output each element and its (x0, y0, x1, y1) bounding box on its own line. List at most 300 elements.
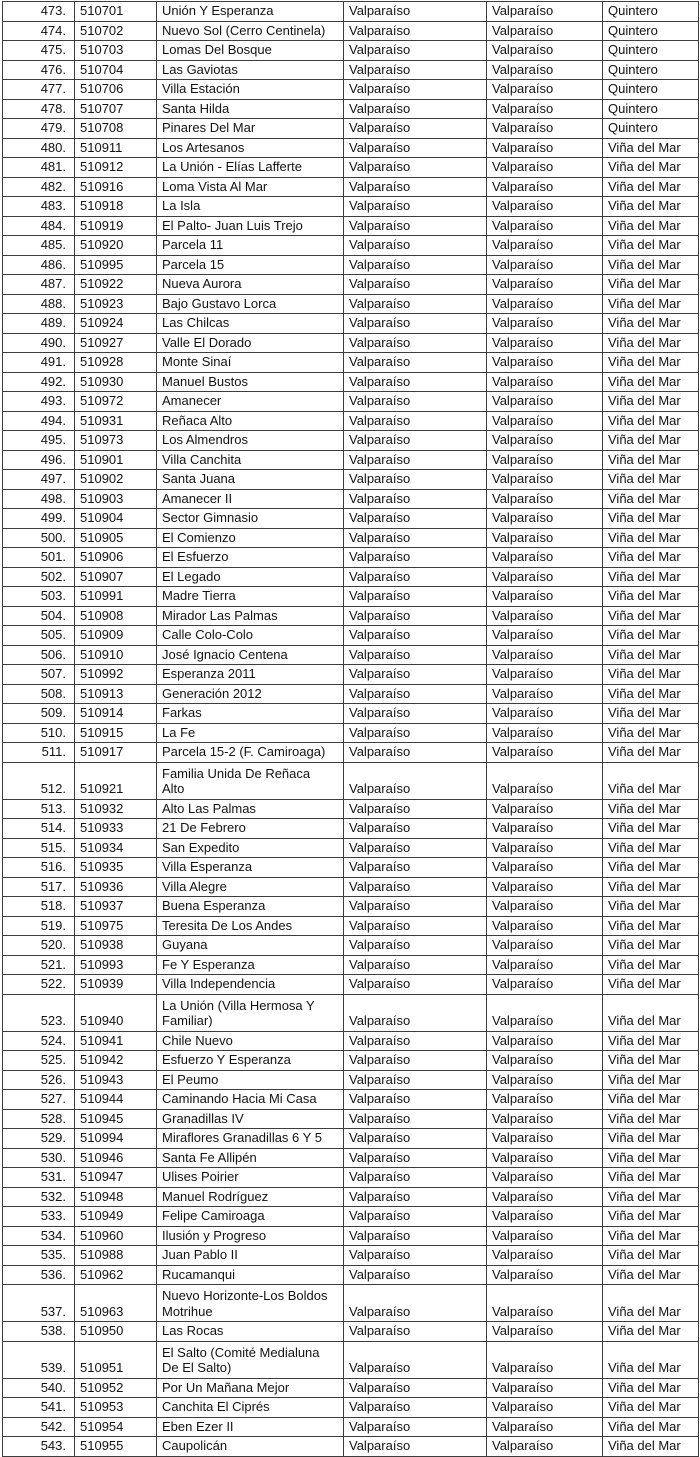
cell-province: Valparaíso (487, 665, 603, 685)
cell-province: Valparaíso (487, 41, 603, 61)
organizations-table (2, 1, 699, 1457)
cell-commune: Viña del Mar (603, 255, 699, 275)
cell-province: Valparaíso (487, 916, 603, 936)
table-row (3, 236, 699, 256)
table-row (3, 216, 699, 236)
cell-organization-name: Granadillas IV (157, 1109, 344, 1129)
cell-organization-name: Nuevo Horizonte-Los Boldos Motrihue (157, 1285, 344, 1322)
cell-code: 510993 (75, 955, 157, 975)
cell-commune: Viña del Mar (603, 1129, 699, 1149)
cell-row-number: 497. (3, 470, 75, 490)
cell-commune: Viña del Mar (603, 158, 699, 178)
cell-row-number: 490. (3, 333, 75, 353)
cell-region: Valparaíso (344, 936, 487, 956)
cell-region: Valparaíso (344, 799, 487, 819)
cell-region: Valparaíso (344, 138, 487, 158)
cell-region: Valparaíso (344, 1398, 487, 1418)
cell-region: Valparaíso (344, 275, 487, 295)
cell-province: Valparaíso (487, 411, 603, 431)
cell-province: Valparaíso (487, 743, 603, 763)
cell-row-number: 541. (3, 1398, 75, 1418)
cell-row-number: 498. (3, 489, 75, 509)
table-row (3, 684, 699, 704)
cell-commune: Viña del Mar (603, 275, 699, 295)
cell-province: Valparaíso (487, 548, 603, 568)
cell-organization-name: Reñaca Alto (157, 411, 344, 431)
cell-province: Valparaíso (487, 838, 603, 858)
cell-code: 510902 (75, 470, 157, 490)
cell-province: Valparaíso (487, 314, 603, 334)
cell-region: Valparaíso (344, 392, 487, 412)
cell-region: Valparaíso (344, 1090, 487, 1110)
cell-region: Valparaíso (344, 1265, 487, 1285)
cell-region: Valparaíso (344, 1226, 487, 1246)
cell-code: 510708 (75, 119, 157, 139)
cell-commune: Quintero (603, 41, 699, 61)
cell-commune: Viña del Mar (603, 353, 699, 373)
cell-row-number: 487. (3, 275, 75, 295)
cell-province: Valparaíso (487, 216, 603, 236)
cell-commune: Viña del Mar (603, 799, 699, 819)
cell-region: Valparaíso (344, 372, 487, 392)
cell-code: 510914 (75, 704, 157, 724)
cell-region: Valparaíso (344, 723, 487, 743)
cell-region: Valparaíso (344, 916, 487, 936)
cell-organization-name: José Ignacio Centena (157, 645, 344, 665)
cell-organization-name: Las Rocas (157, 1322, 344, 1342)
cell-organization-name: Mirador Las Palmas (157, 606, 344, 626)
cell-organization-name: Madre Tierra (157, 587, 344, 607)
cell-organization-name: Santa Hilda (157, 99, 344, 119)
table-row (3, 645, 699, 665)
cell-province: Valparaíso (487, 1109, 603, 1129)
cell-commune: Viña del Mar (603, 975, 699, 995)
cell-region: Valparaíso (344, 1341, 487, 1378)
cell-organization-name: La Unión (Villa Hermosa Y Familiar) (157, 994, 344, 1031)
cell-organization-name: Ulises Poirier (157, 1168, 344, 1188)
cell-organization-name: Sector Gimnasio (157, 509, 344, 529)
cell-region: Valparaíso (344, 1051, 487, 1071)
cell-commune: Viña del Mar (603, 567, 699, 587)
cell-organization-name: Villa Estación (157, 80, 344, 100)
cell-code: 510928 (75, 353, 157, 373)
table-row (3, 80, 699, 100)
cell-row-number: 508. (3, 684, 75, 704)
cell-region: Valparaíso (344, 60, 487, 80)
table-body (3, 2, 699, 1457)
table-row (3, 1168, 699, 1188)
cell-province: Valparaíso (487, 275, 603, 295)
table-row (3, 1051, 699, 1071)
cell-region: Valparaíso (344, 1148, 487, 1168)
cell-row-number: 507. (3, 665, 75, 685)
cell-commune: Viña del Mar (603, 762, 699, 799)
cell-region: Valparaíso (344, 567, 487, 587)
cell-region: Valparaíso (344, 877, 487, 897)
cell-organization-name: Familia Unida De Reñaca Alto (157, 762, 344, 799)
cell-row-number: 515. (3, 838, 75, 858)
cell-province: Valparaíso (487, 353, 603, 373)
table-row (3, 158, 699, 178)
cell-row-number: 527. (3, 1090, 75, 1110)
cell-code: 510960 (75, 1226, 157, 1246)
cell-province: Valparaíso (487, 645, 603, 665)
cell-province: Valparaíso (487, 99, 603, 119)
table-row (3, 21, 699, 41)
cell-code: 510948 (75, 1187, 157, 1207)
cell-row-number: 512. (3, 762, 75, 799)
cell-organization-name: Alto Las Palmas (157, 799, 344, 819)
cell-organization-name: Calle Colo-Colo (157, 626, 344, 646)
cell-code: 510936 (75, 877, 157, 897)
table-row (3, 353, 699, 373)
cell-commune: Viña del Mar (603, 1187, 699, 1207)
cell-region: Valparaíso (344, 411, 487, 431)
cell-row-number: 536. (3, 1265, 75, 1285)
table-row (3, 1090, 699, 1110)
table-row (3, 1187, 699, 1207)
cell-organization-name: Caupolicán (157, 1437, 344, 1457)
cell-region: Valparaíso (344, 255, 487, 275)
cell-commune: Viña del Mar (603, 1090, 699, 1110)
cell-code: 510922 (75, 275, 157, 295)
cell-organization-name: 21 De Febrero (157, 819, 344, 839)
cell-code: 510992 (75, 665, 157, 685)
cell-region: Valparaíso (344, 41, 487, 61)
cell-organization-name: Unión Y Esperanza (157, 2, 344, 22)
cell-province: Valparaíso (487, 2, 603, 22)
cell-region: Valparaíso (344, 177, 487, 197)
cell-organization-name: Manuel Rodríguez (157, 1187, 344, 1207)
cell-row-number: 480. (3, 138, 75, 158)
table-row (3, 119, 699, 139)
cell-province: Valparaíso (487, 1378, 603, 1398)
cell-commune: Viña del Mar (603, 743, 699, 763)
cell-province: Valparaíso (487, 994, 603, 1031)
cell-commune: Viña del Mar (603, 1226, 699, 1246)
cell-province: Valparaíso (487, 762, 603, 799)
cell-commune: Viña del Mar (603, 528, 699, 548)
cell-province: Valparaíso (487, 1148, 603, 1168)
cell-province: Valparaíso (487, 626, 603, 646)
cell-organization-name: Miraflores Granadillas 6 Y 5 (157, 1129, 344, 1149)
table-row (3, 275, 699, 295)
cell-region: Valparaíso (344, 236, 487, 256)
cell-province: Valparaíso (487, 60, 603, 80)
cell-organization-name: La Fe (157, 723, 344, 743)
cell-region: Valparaíso (344, 450, 487, 470)
cell-organization-name: La Isla (157, 197, 344, 217)
cell-code: 510931 (75, 411, 157, 431)
cell-province: Valparaíso (487, 936, 603, 956)
table-row (3, 1285, 699, 1322)
cell-organization-name: Villa Alegre (157, 877, 344, 897)
cell-province: Valparaíso (487, 606, 603, 626)
cell-organization-name: Monte Sinaí (157, 353, 344, 373)
cell-region: Valparaíso (344, 431, 487, 451)
table-row (3, 626, 699, 646)
cell-region: Valparaíso (344, 489, 487, 509)
cell-province: Valparaíso (487, 897, 603, 917)
cell-organization-name: Rucamanqui (157, 1265, 344, 1285)
cell-code: 510944 (75, 1090, 157, 1110)
cell-row-number: 474. (3, 21, 75, 41)
cell-row-number: 537. (3, 1285, 75, 1322)
cell-commune: Viña del Mar (603, 1148, 699, 1168)
cell-organization-name: Esfuerzo Y Esperanza (157, 1051, 344, 1071)
cell-row-number: 523. (3, 994, 75, 1031)
cell-row-number: 484. (3, 216, 75, 236)
cell-row-number: 482. (3, 177, 75, 197)
cell-region: Valparaíso (344, 994, 487, 1031)
cell-row-number: 535. (3, 1246, 75, 1266)
cell-commune: Viña del Mar (603, 1341, 699, 1378)
cell-row-number: 476. (3, 60, 75, 80)
cell-region: Valparaíso (344, 1378, 487, 1398)
cell-province: Valparaíso (487, 1168, 603, 1188)
cell-organization-name: Bajo Gustavo Lorca (157, 294, 344, 314)
cell-province: Valparaíso (487, 1437, 603, 1457)
cell-row-number: 526. (3, 1070, 75, 1090)
cell-code: 510951 (75, 1341, 157, 1378)
table-row (3, 1148, 699, 1168)
cell-region: Valparaíso (344, 955, 487, 975)
table-row (3, 799, 699, 819)
cell-row-number: 522. (3, 975, 75, 995)
cell-row-number: 478. (3, 99, 75, 119)
cell-region: Valparaíso (344, 1322, 487, 1342)
cell-commune: Viña del Mar (603, 177, 699, 197)
table-row (3, 509, 699, 529)
table-row (3, 897, 699, 917)
cell-code: 510973 (75, 431, 157, 451)
table-row (3, 528, 699, 548)
cell-province: Valparaíso (487, 138, 603, 158)
cell-organization-name: Santa Fe Allipén (157, 1148, 344, 1168)
cell-region: Valparaíso (344, 216, 487, 236)
cell-province: Valparaíso (487, 567, 603, 587)
cell-organization-name: Valle El Dorado (157, 333, 344, 353)
table-row (3, 1341, 699, 1378)
cell-commune: Viña del Mar (603, 314, 699, 334)
cell-row-number: 492. (3, 372, 75, 392)
cell-region: Valparaíso (344, 1437, 487, 1457)
cell-region: Valparaíso (344, 314, 487, 334)
cell-commune: Viña del Mar (603, 1207, 699, 1227)
cell-organization-name: Esperanza 2011 (157, 665, 344, 685)
table-row (3, 314, 699, 334)
cell-row-number: 489. (3, 314, 75, 334)
cell-province: Valparaíso (487, 1265, 603, 1285)
cell-region: Valparaíso (344, 897, 487, 917)
cell-row-number: 518. (3, 897, 75, 917)
cell-code: 510923 (75, 294, 157, 314)
cell-code: 510906 (75, 548, 157, 568)
cell-province: Valparaíso (487, 1246, 603, 1266)
cell-province: Valparaíso (487, 294, 603, 314)
cell-commune: Viña del Mar (603, 645, 699, 665)
cell-region: Valparaíso (344, 470, 487, 490)
cell-code: 510927 (75, 333, 157, 353)
cell-commune: Quintero (603, 2, 699, 22)
table-row (3, 1322, 699, 1342)
cell-row-number: 516. (3, 858, 75, 878)
cell-province: Valparaíso (487, 80, 603, 100)
cell-code: 510952 (75, 1378, 157, 1398)
cell-code: 510945 (75, 1109, 157, 1129)
cell-province: Valparaíso (487, 1090, 603, 1110)
cell-commune: Viña del Mar (603, 606, 699, 626)
cell-code: 510702 (75, 21, 157, 41)
cell-row-number: 517. (3, 877, 75, 897)
table-row (3, 548, 699, 568)
cell-province: Valparaíso (487, 1322, 603, 1342)
cell-organization-name: Amanecer (157, 392, 344, 412)
cell-code: 510991 (75, 587, 157, 607)
cell-province: Valparaíso (487, 1285, 603, 1322)
cell-row-number: 503. (3, 587, 75, 607)
cell-province: Valparaíso (487, 587, 603, 607)
cell-region: Valparaíso (344, 21, 487, 41)
table-row (3, 1246, 699, 1266)
cell-row-number: 532. (3, 1187, 75, 1207)
cell-region: Valparaíso (344, 197, 487, 217)
cell-commune: Viña del Mar (603, 897, 699, 917)
cell-region: Valparaíso (344, 1417, 487, 1437)
cell-code: 510994 (75, 1129, 157, 1149)
cell-commune: Viña del Mar (603, 392, 699, 412)
table-row (3, 858, 699, 878)
cell-province: Valparaíso (487, 255, 603, 275)
cell-commune: Viña del Mar (603, 1322, 699, 1342)
cell-organization-name: Por Un Mañana Mejor (157, 1378, 344, 1398)
cell-row-number: 529. (3, 1129, 75, 1149)
cell-organization-name: Eben Ezer II (157, 1417, 344, 1437)
cell-commune: Quintero (603, 99, 699, 119)
cell-code: 510940 (75, 994, 157, 1031)
table-row (3, 372, 699, 392)
cell-province: Valparaíso (487, 333, 603, 353)
cell-province: Valparaíso (487, 372, 603, 392)
cell-row-number: 483. (3, 197, 75, 217)
cell-organization-name: Ilusión y Progreso (157, 1226, 344, 1246)
table-row (3, 665, 699, 685)
cell-code: 510701 (75, 2, 157, 22)
table-row (3, 1437, 699, 1457)
table-row (3, 197, 699, 217)
cell-province: Valparaíso (487, 236, 603, 256)
cell-region: Valparaíso (344, 838, 487, 858)
cell-organization-name: Felipe Camiroaga (157, 1207, 344, 1227)
cell-code: 510933 (75, 819, 157, 839)
table-row (3, 1378, 699, 1398)
cell-commune: Viña del Mar (603, 450, 699, 470)
cell-code: 510910 (75, 645, 157, 665)
cell-row-number: 488. (3, 294, 75, 314)
cell-organization-name: Nuevo Sol (Cerro Centinela) (157, 21, 344, 41)
cell-code: 510706 (75, 80, 157, 100)
cell-commune: Viña del Mar (603, 723, 699, 743)
cell-code: 510942 (75, 1051, 157, 1071)
cell-code: 510943 (75, 1070, 157, 1090)
table-row (3, 450, 699, 470)
cell-region: Valparaíso (344, 294, 487, 314)
cell-region: Valparaíso (344, 704, 487, 724)
cell-row-number: 495. (3, 431, 75, 451)
cell-row-number: 533. (3, 1207, 75, 1227)
cell-region: Valparaíso (344, 1187, 487, 1207)
cell-province: Valparaíso (487, 177, 603, 197)
cell-organization-name: Buena Esperanza (157, 897, 344, 917)
table-row (3, 177, 699, 197)
cell-province: Valparaíso (487, 1051, 603, 1071)
table-row (3, 877, 699, 897)
cell-code: 510912 (75, 158, 157, 178)
cell-commune: Viña del Mar (603, 470, 699, 490)
cell-region: Valparaíso (344, 1031, 487, 1051)
cell-row-number: 493. (3, 392, 75, 412)
cell-region: Valparaíso (344, 333, 487, 353)
cell-organization-name: El Peumo (157, 1070, 344, 1090)
cell-row-number: 540. (3, 1378, 75, 1398)
cell-code: 510949 (75, 1207, 157, 1227)
cell-code: 510972 (75, 392, 157, 412)
cell-row-number: 539. (3, 1341, 75, 1378)
table-row (3, 916, 699, 936)
cell-code: 510938 (75, 936, 157, 956)
cell-code: 510911 (75, 138, 157, 158)
cell-code: 510941 (75, 1031, 157, 1051)
cell-region: Valparaíso (344, 1109, 487, 1129)
cell-province: Valparaíso (487, 704, 603, 724)
cell-region: Valparaíso (344, 684, 487, 704)
cell-commune: Viña del Mar (603, 916, 699, 936)
cell-commune: Viña del Mar (603, 1168, 699, 1188)
cell-organization-name: Pinares Del Mar (157, 119, 344, 139)
cell-commune: Viña del Mar (603, 372, 699, 392)
table-row (3, 489, 699, 509)
cell-code: 510909 (75, 626, 157, 646)
cell-organization-name: Fe Y Esperanza (157, 955, 344, 975)
cell-row-number: 511. (3, 743, 75, 763)
cell-row-number: 496. (3, 450, 75, 470)
cell-row-number: 525. (3, 1051, 75, 1071)
cell-region: Valparaíso (344, 819, 487, 839)
cell-row-number: 504. (3, 606, 75, 626)
cell-row-number: 502. (3, 567, 75, 587)
cell-region: Valparaíso (344, 528, 487, 548)
cell-organization-name: Los Artesanos (157, 138, 344, 158)
cell-commune: Viña del Mar (603, 1051, 699, 1071)
cell-province: Valparaíso (487, 1417, 603, 1437)
cell-region: Valparaíso (344, 353, 487, 373)
table-row (3, 994, 699, 1031)
cell-code: 510703 (75, 41, 157, 61)
cell-region: Valparaíso (344, 975, 487, 995)
cell-organization-name: Caminando Hacia Mi Casa (157, 1090, 344, 1110)
cell-province: Valparaíso (487, 799, 603, 819)
cell-row-number: 514. (3, 819, 75, 839)
cell-province: Valparaíso (487, 1207, 603, 1227)
cell-row-number: 477. (3, 80, 75, 100)
cell-organization-name: Villa Canchita (157, 450, 344, 470)
cell-organization-name: Santa Juana (157, 470, 344, 490)
cell-organization-name: El Palto- Juan Luis Trejo (157, 216, 344, 236)
cell-commune: Viña del Mar (603, 1398, 699, 1418)
cell-organization-name: Los Almendros (157, 431, 344, 451)
cell-commune: Viña del Mar (603, 1246, 699, 1266)
cell-region: Valparaíso (344, 1129, 487, 1149)
